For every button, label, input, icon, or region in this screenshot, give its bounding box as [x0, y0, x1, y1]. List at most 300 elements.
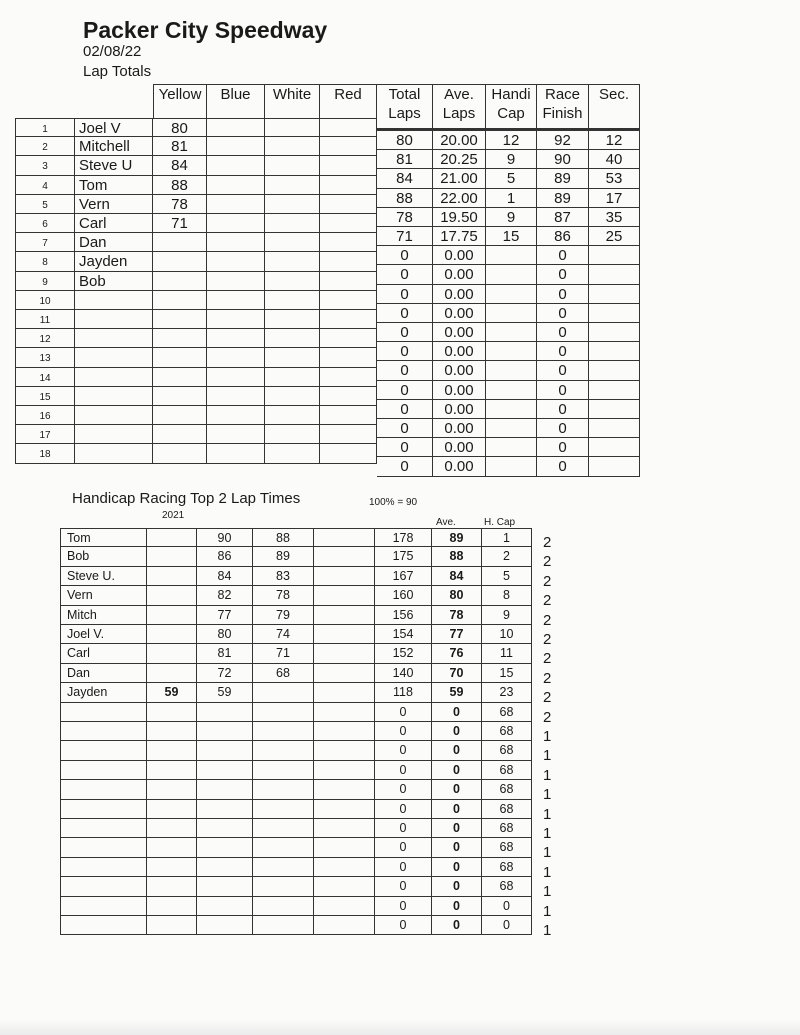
- cell-empty: [320, 214, 377, 233]
- cell-handicap: [486, 438, 537, 457]
- cell-empty: [320, 310, 377, 329]
- cell-ave: 20.25: [433, 150, 486, 169]
- cell-empty: [265, 444, 320, 463]
- cell-name: Jayden: [75, 252, 153, 271]
- cell-yellow: [153, 310, 207, 329]
- cell-sum: 140: [375, 664, 432, 683]
- cell-t1: [197, 858, 253, 877]
- cell-t1: [197, 838, 253, 857]
- cell-empty: [207, 310, 265, 329]
- cell-sum: 0: [375, 741, 432, 760]
- cell-ave: 70: [432, 664, 482, 683]
- cell-empty: [314, 780, 375, 799]
- column-header-part: Race: [544, 86, 581, 103]
- cell-empty: [207, 387, 265, 406]
- cell-empty: [314, 741, 375, 760]
- cell-empty: [265, 118, 320, 137]
- cell-empty: [314, 761, 375, 780]
- cell-ave: 0: [432, 838, 482, 857]
- cell-empty: [314, 819, 375, 838]
- cell-handicap: [486, 265, 537, 284]
- cell-sum: 0: [375, 780, 432, 799]
- cell-t1: [197, 703, 253, 722]
- cell-ave: 84: [432, 567, 482, 586]
- page-date: 02/08/22: [83, 43, 142, 60]
- cell-ave: 0.00: [433, 400, 486, 419]
- cell-empty: [314, 683, 375, 702]
- cell-ave: 21.00: [433, 169, 486, 188]
- cell-name: [60, 838, 147, 857]
- cell-num: 3: [15, 156, 75, 175]
- column-header-part: Cap: [497, 105, 525, 122]
- column-header-part: Yellow: [158, 86, 202, 103]
- cell-ave: 0: [432, 916, 482, 935]
- column-header-part: Finish: [542, 105, 583, 122]
- cell-extra: 2: [543, 669, 552, 687]
- cell-t2: [253, 683, 314, 702]
- cell-name: [60, 897, 147, 916]
- cell-name: [75, 425, 153, 444]
- cell-empty: [314, 664, 375, 683]
- cell-y2021: [147, 567, 197, 586]
- cell-empty: [320, 137, 377, 156]
- cell-empty: [320, 329, 377, 348]
- cell-ave: 0.00: [433, 246, 486, 265]
- cell-name: [75, 368, 153, 387]
- cell-hcap: 68: [482, 858, 532, 877]
- cell-extra: 1: [543, 766, 552, 784]
- cell-empty: [320, 252, 377, 271]
- cell-ave: 78: [432, 606, 482, 625]
- cell-t2: [253, 800, 314, 819]
- cell-t2: [253, 877, 314, 896]
- cell-y2021: [147, 800, 197, 819]
- cell-ave: 0.00: [433, 457, 486, 476]
- cell-t1: [197, 877, 253, 896]
- cell-yellow: [153, 444, 207, 463]
- cell-num: 12: [15, 329, 75, 348]
- cell-sec: [589, 361, 640, 380]
- cell-y2021: [147, 761, 197, 780]
- cell-total: 0: [377, 400, 433, 419]
- cell-empty: [314, 644, 375, 663]
- cell-num: 9: [15, 272, 75, 291]
- cell-y2021: [147, 858, 197, 877]
- cell-empty: [320, 233, 377, 252]
- cell-t1: [197, 916, 253, 935]
- cell-total: 88: [377, 189, 433, 208]
- cell-sec: [589, 419, 640, 438]
- cell-name: Jayden: [60, 683, 147, 702]
- cell-sum: 0: [375, 722, 432, 741]
- cell-yellow: [153, 272, 207, 291]
- cell-hcap: 10: [482, 625, 532, 644]
- cell-t1: 90: [197, 528, 253, 547]
- cell-extra: 1: [543, 786, 552, 804]
- cell-hcap: 68: [482, 838, 532, 857]
- cell-ave: 89: [432, 528, 482, 547]
- cell-handicap: 5: [486, 169, 537, 188]
- cell-yellow: 81: [153, 137, 207, 156]
- cell-t1: [197, 741, 253, 760]
- cell-t1: 77: [197, 606, 253, 625]
- cell-name: [60, 858, 147, 877]
- cell-empty: [314, 586, 375, 605]
- cell-y2021: [147, 625, 197, 644]
- cell-sum: 0: [375, 800, 432, 819]
- lap-totals-table: [15, 84, 640, 476]
- cell-empty: [320, 156, 377, 175]
- cell-empty: [314, 877, 375, 896]
- year-label: 2021: [162, 510, 185, 521]
- cell-finish: 0: [537, 342, 589, 361]
- cell-name: [75, 387, 153, 406]
- cell-sum: 118: [375, 683, 432, 702]
- cell-empty: [265, 348, 320, 367]
- cell-empty: [320, 195, 377, 214]
- cell-sum: 175: [375, 547, 432, 566]
- column-header-part: Sec.: [598, 86, 629, 103]
- cell-name: [75, 406, 153, 425]
- cell-hcap: 0: [482, 916, 532, 935]
- cell-ave: 0.00: [433, 361, 486, 380]
- cell-num: 15: [15, 387, 75, 406]
- cell-empty: [207, 195, 265, 214]
- cell-t1: [197, 819, 253, 838]
- cell-handicap: 9: [486, 208, 537, 227]
- cell-name: Dan: [60, 664, 147, 683]
- cell-empty: [265, 137, 320, 156]
- cell-sec: 53: [589, 169, 640, 188]
- column-header-part: Red: [334, 86, 362, 103]
- column-header-part: Blue: [220, 86, 251, 103]
- cell-handicap: [486, 304, 537, 323]
- cell-hcap: 11: [482, 644, 532, 663]
- cell-name: [60, 819, 147, 838]
- cell-empty: [320, 291, 377, 310]
- cell-total: 0: [377, 457, 433, 476]
- cell-empty: [320, 406, 377, 425]
- cell-empty: [207, 329, 265, 348]
- cell-extra: 1: [543, 747, 552, 765]
- cell-name: [75, 310, 153, 329]
- cell-name: Joel V.: [60, 625, 147, 644]
- cell-name: Bob: [75, 272, 153, 291]
- cell-handicap: [486, 285, 537, 304]
- cell-ave: 0: [432, 897, 482, 916]
- cell-yellow: [153, 425, 207, 444]
- cell-hcap: 68: [482, 800, 532, 819]
- cell-num: 1: [15, 118, 75, 137]
- cell-t2: 71: [253, 644, 314, 663]
- cell-sec: [589, 323, 640, 342]
- cell-empty: [265, 387, 320, 406]
- cell-extra: 1: [543, 825, 552, 842]
- cell-hcap: 2: [482, 547, 532, 566]
- cell-total: 0: [377, 438, 433, 457]
- cell-t2: 68: [253, 664, 314, 683]
- cell-ave: 0: [432, 877, 482, 896]
- cell-hcap: 68: [482, 703, 532, 722]
- cell-t2: [253, 741, 314, 760]
- cell-handicap: [486, 342, 537, 361]
- cell-name: [60, 780, 147, 799]
- cell-ave: 0: [432, 722, 482, 741]
- cell-ave: 76: [432, 644, 482, 663]
- cell-ave: 88: [432, 547, 482, 566]
- column-header: [265, 84, 320, 119]
- cell-y2021: [147, 586, 197, 605]
- cell-t1: 82: [197, 586, 253, 605]
- cell-name: [75, 348, 153, 367]
- cell-y2021: [147, 838, 197, 857]
- cell-finish: 89: [537, 169, 589, 188]
- cell-empty: [265, 195, 320, 214]
- cell-name: [75, 291, 153, 310]
- cell-sec: [589, 285, 640, 304]
- cell-name: [60, 703, 147, 722]
- cell-y2021: [147, 664, 197, 683]
- cell-extra: 2: [543, 631, 552, 648]
- cell-ave: 19.50: [433, 208, 486, 227]
- cell-yellow: 78: [153, 195, 207, 214]
- cell-num: 10: [15, 291, 75, 310]
- cell-t1: [197, 761, 253, 780]
- cell-ave: 0: [432, 780, 482, 799]
- cell-name: Steve U.: [60, 567, 147, 586]
- cell-y2021: [147, 703, 197, 722]
- cell-y2021: [147, 528, 197, 547]
- cell-t1: [197, 897, 253, 916]
- cell-finish: 0: [537, 438, 589, 457]
- cell-empty: [320, 272, 377, 291]
- cell-finish: 0: [537, 246, 589, 265]
- cell-name: Mitchell: [75, 137, 153, 156]
- cell-empty: [314, 625, 375, 644]
- cell-yellow: [153, 348, 207, 367]
- cell-empty: [207, 156, 265, 175]
- cell-empty: [320, 368, 377, 387]
- cell-ave: 0: [432, 703, 482, 722]
- cell-handicap: [486, 400, 537, 419]
- cell-t1: 86: [197, 547, 253, 566]
- cell-sum: 0: [375, 877, 432, 896]
- column-header: [433, 84, 486, 131]
- cell-ave: 80: [432, 586, 482, 605]
- cell-empty: [207, 118, 265, 137]
- cell-yellow: [153, 233, 207, 252]
- cell-y2021: [147, 741, 197, 760]
- cell-hcap: 68: [482, 761, 532, 780]
- cell-y2021: [147, 547, 197, 566]
- cell-handicap: [486, 381, 537, 400]
- cell-sec: [589, 400, 640, 419]
- cell-t1: 59: [197, 683, 253, 702]
- cell-ave: 0.00: [433, 323, 486, 342]
- cell-sum: 0: [375, 838, 432, 857]
- cell-num: 8: [15, 252, 75, 271]
- cell-empty: [207, 444, 265, 463]
- cell-y2021: 59: [147, 683, 197, 702]
- cell-hcap: 68: [482, 819, 532, 838]
- cell-empty: [207, 233, 265, 252]
- cell-empty: [207, 291, 265, 310]
- cell-finish: 0: [537, 265, 589, 284]
- cell-y2021: [147, 916, 197, 935]
- cell-hcap: 68: [482, 722, 532, 741]
- cell-sec: [589, 457, 640, 476]
- cell-empty: [207, 272, 265, 291]
- cell-extra: 1: [543, 728, 552, 745]
- cell-name: Bob: [60, 547, 147, 566]
- cell-sec: 25: [589, 227, 640, 246]
- cell-sum: 0: [375, 897, 432, 916]
- hcap-label: H. Cap: [484, 517, 516, 528]
- percent-note: 100% = 90: [369, 497, 418, 508]
- cell-yellow: [153, 252, 207, 271]
- cell-ave: 0.00: [433, 438, 486, 457]
- cell-empty: [265, 329, 320, 348]
- cell-hcap: 68: [482, 741, 532, 760]
- cell-total: 0: [377, 246, 433, 265]
- cell-empty: [314, 897, 375, 916]
- cell-ave: 0.00: [433, 381, 486, 400]
- cell-t1: 80: [197, 625, 253, 644]
- cell-empty: [314, 606, 375, 625]
- cell-ave: 22.00: [433, 189, 486, 208]
- cell-finish: 92: [537, 131, 589, 150]
- cell-sum: 0: [375, 703, 432, 722]
- column-header: [153, 84, 207, 119]
- cell-ave: 0.00: [433, 342, 486, 361]
- column-header-part: Laps: [442, 105, 476, 122]
- cell-empty: [320, 118, 377, 137]
- cell-t2: [253, 703, 314, 722]
- cell-sum: 178: [375, 528, 432, 547]
- cell-t2: 78: [253, 586, 314, 605]
- cell-ave: 77: [432, 625, 482, 644]
- cell-handicap: [486, 361, 537, 380]
- cell-empty: [207, 406, 265, 425]
- cell-total: 0: [377, 361, 433, 380]
- cell-empty: [207, 368, 265, 387]
- cell-t2: [253, 858, 314, 877]
- cell-handicap: 1: [486, 189, 537, 208]
- cell-finish: 89: [537, 189, 589, 208]
- cell-yellow: 84: [153, 156, 207, 175]
- cell-handicap: 15: [486, 227, 537, 246]
- cell-sec: [589, 381, 640, 400]
- cell-hcap: 8: [482, 586, 532, 605]
- cell-y2021: [147, 606, 197, 625]
- cell-empty: [314, 722, 375, 741]
- cell-empty: [265, 291, 320, 310]
- cell-sum: 167: [375, 567, 432, 586]
- cell-handicap: [486, 246, 537, 265]
- cell-name: Vern: [60, 586, 147, 605]
- column-header: [320, 84, 377, 119]
- cell-t1: [197, 780, 253, 799]
- cell-empty: [320, 387, 377, 406]
- cell-t1: [197, 800, 253, 819]
- cell-num: 2: [15, 137, 75, 156]
- cell-name: [60, 722, 147, 741]
- cell-t2: [253, 838, 314, 857]
- cell-ave: 0.00: [433, 419, 486, 438]
- cell-sum: 0: [375, 761, 432, 780]
- cell-ave: 0: [432, 741, 482, 760]
- cell-sec: 40: [589, 150, 640, 169]
- cell-handicap: [486, 419, 537, 438]
- cell-empty: [314, 838, 375, 857]
- column-header: [207, 84, 265, 119]
- cell-name: Tom: [60, 528, 147, 547]
- cell-sec: 35: [589, 208, 640, 227]
- cell-sum: 152: [375, 644, 432, 663]
- cell-empty: [207, 137, 265, 156]
- page-title: Packer City Speedway: [83, 17, 328, 43]
- cell-sum: 156: [375, 606, 432, 625]
- cell-empty: [265, 272, 320, 291]
- cell-empty: [314, 800, 375, 819]
- cell-t2: [253, 780, 314, 799]
- cell-yellow: [153, 406, 207, 425]
- cell-finish: 90: [537, 150, 589, 169]
- cell-y2021: [147, 722, 197, 741]
- cell-yellow: [153, 291, 207, 310]
- cell-sum: 160: [375, 586, 432, 605]
- cell-t2: 88: [253, 528, 314, 547]
- cell-name: Joel V: [75, 118, 153, 137]
- cell-t2: [253, 897, 314, 916]
- cell-empty: [265, 214, 320, 233]
- cell-num: 5: [15, 195, 75, 214]
- cell-ave: 0: [432, 761, 482, 780]
- cell-total: 78: [377, 208, 433, 227]
- cell-empty: [265, 233, 320, 252]
- cell-sum: 0: [375, 916, 432, 935]
- cell-t2: [253, 819, 314, 838]
- column-header: [377, 84, 433, 131]
- cell-sum: 0: [375, 858, 432, 877]
- cell-yellow: [153, 387, 207, 406]
- cell-name: [60, 877, 147, 896]
- cell-t2: 89: [253, 547, 314, 566]
- cell-handicap: [486, 323, 537, 342]
- column-header: [537, 84, 589, 131]
- cell-empty: [207, 425, 265, 444]
- cell-empty: [265, 156, 320, 175]
- cell-empty: [265, 425, 320, 444]
- cell-ave: 17.75: [433, 227, 486, 246]
- cell-yellow: 71: [153, 214, 207, 233]
- cell-handicap: 9: [486, 150, 537, 169]
- cell-extra: 1: [543, 883, 552, 901]
- cell-ave: 0: [432, 819, 482, 838]
- cell-y2021: [147, 644, 197, 663]
- cell-empty: [314, 703, 375, 722]
- cell-finish: 86: [537, 227, 589, 246]
- cell-name: Dan: [75, 233, 153, 252]
- cell-empty: [207, 214, 265, 233]
- cell-extra: 2: [543, 592, 552, 610]
- cell-total: 84: [377, 169, 433, 188]
- cell-sec: 17: [589, 189, 640, 208]
- cell-ave: 59: [432, 683, 482, 702]
- cell-sec: [589, 246, 640, 265]
- column-header-part: Ave.: [444, 86, 474, 103]
- cell-name: [60, 741, 147, 760]
